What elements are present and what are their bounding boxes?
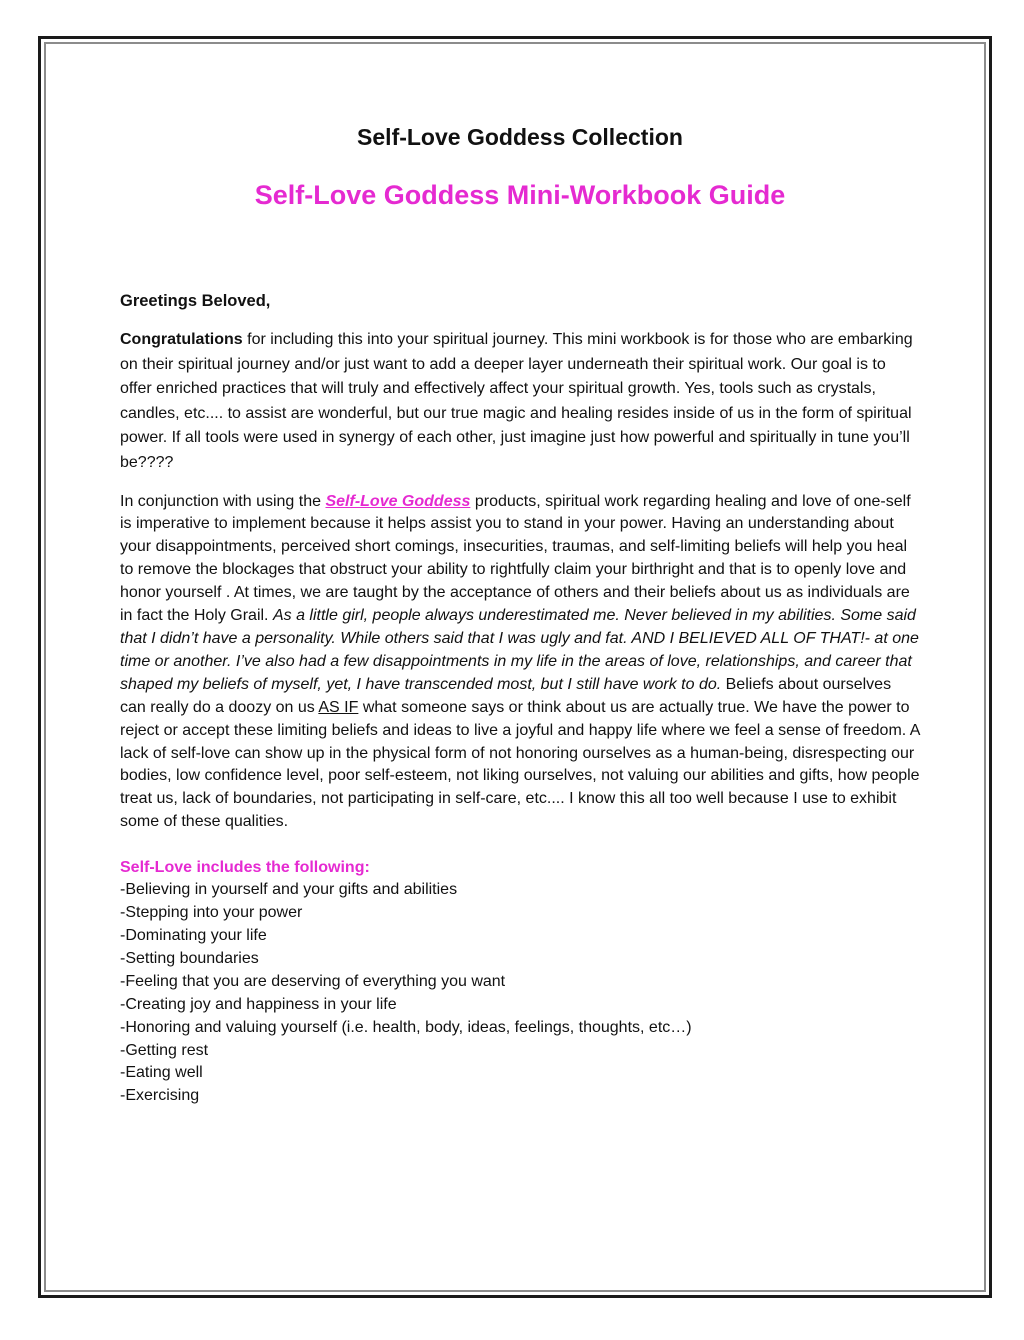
brand-link[interactable]: Self-Love Goddess (325, 492, 471, 510)
self-love-list-heading: Self-Love includes the following: (120, 859, 370, 877)
as-if-underlined: AS IF (318, 698, 359, 716)
self-love-list (120, 879, 920, 1108)
personal-story-italic: As a little girl, people always underestimated me. Never believed in my abilities. Some said that I didn’t have a personality. While others said that I was ugly and fat. AND I BELIEVED ALL OF THAT!- at one time or another. I’ve also had a few disappointments in my life in the areas of love, relationships, and career that shaped my beliefs of myself, yet, I have transcended most, but I still have work to do. (120, 607, 919, 693)
list-item: -Exercising (120, 1087, 200, 1105)
list-item: -Setting boundaries (120, 949, 259, 967)
guide-title: Self-Love Goddess Mini-Workbook Guide (254, 180, 786, 210)
list-item: -Stepping into your power (120, 904, 303, 922)
self-love-paragraph-text-b: Beliefs about ourselves can really do a doozy on us (120, 675, 892, 716)
self-love-paragraph-text-a: products, spiritual work regarding healing and love of one-self is imperative to implement because it helps assist you to stand in your power. Having an understanding about your disappointments, perceived short comings, insecurities, traumas, and self-limiting beliefs will help you heal to remove the blockages that obstruct your ability to rightfully claim your birthright and that is to openly love and honor yourself . At times, we are taught by the acceptance of others and their beliefs about us as individuals are in fact the Holy Grail. (120, 492, 911, 625)
self-love-paragraph (120, 491, 920, 835)
list-item: -Eating well (120, 1064, 203, 1082)
intro-paragraph-text: for including this into your spiritual journey. This mini workbook is for those who are embarking on their spiritual journey and/or just want to add a deeper layer underneath their spiritual work. Our goal is to offer enriched practices that will truly and effectively affect your spiritual growth. Yes, tools such as crystals, candles, etc.... to assist are wonderful, but our true magic and healing resides inside of us in the form of spiritual power. If all tools were used in synergy of each other, just imagine just how powerful and spiritually in tune you’ll be???? (120, 331, 913, 471)
self-love-paragraph-text-c: what someone says or think about us are actually true. We have the power to reject or accept these limiting beliefs and ideas to live a joyful and happy life where we feel a sense of freedom. A lack of self-love can show up in the physical form of not honoring ourselves as a human-being, disrespecting our bodies, low confidence level, poor self-esteem, not liking ourselves, not valuing our abilities and gifts, how people treat us, lack of boundaries, not participating in self-care, etc.... I know this all too well because I use to exhibit some of these qualities. (120, 698, 920, 831)
congratulations-lead: Congratulations (120, 331, 243, 348)
intro-paragraph (120, 328, 920, 476)
list-item: -Believing in yourself and your gifts and abilities (120, 881, 458, 899)
self-love-paragraph-intro: In conjunction with using the (120, 492, 326, 510)
list-item: -Getting rest (120, 1041, 209, 1059)
greeting: Greetings Beloved, (120, 292, 271, 310)
list-item: -Creating joy and happiness in your life (120, 995, 397, 1013)
list-item: -Feeling that you are deserving of everything you want (120, 972, 506, 990)
collection-title: Self-Love Goddess Collection (357, 124, 683, 150)
document-body (120, 118, 920, 1108)
list-item: -Dominating your life (120, 926, 267, 944)
list-item: -Honoring and valuing yourself (i.e. health, body, ideas, feelings, thoughts, etc…) (120, 1018, 692, 1036)
